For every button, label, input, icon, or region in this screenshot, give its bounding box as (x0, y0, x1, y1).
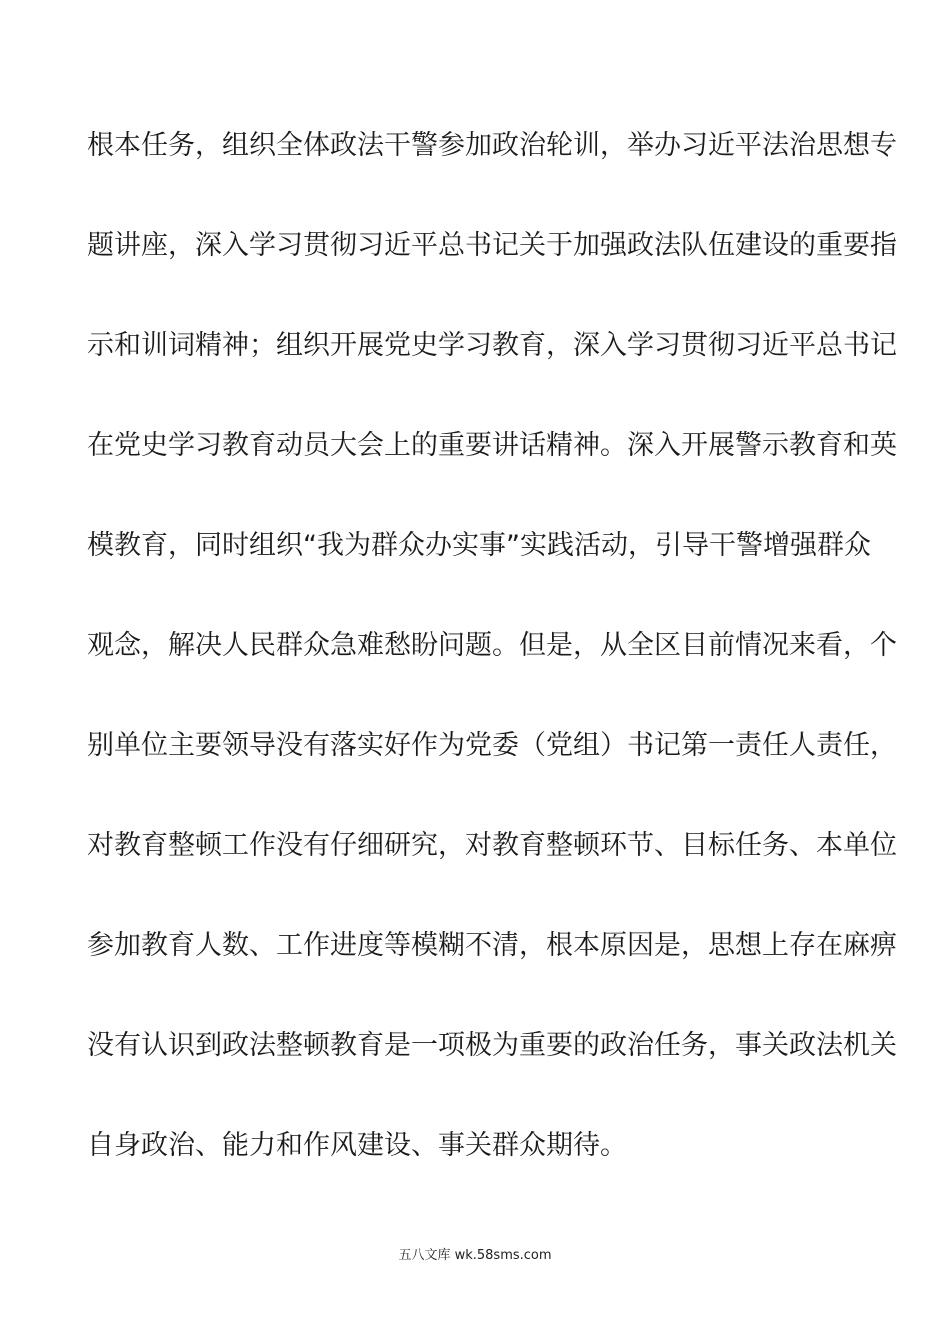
text-line-4: 在党史学习教育动员大会上的重要讲话精神。深入开展警示教育和英 (87, 430, 897, 461)
text-line-11: 自身政治、能力和作风建设、事关群众期待。 (87, 1130, 627, 1161)
page-footer-watermark: 五八文库 wk.58sms.com (398, 1248, 552, 1263)
text-line-9: 参加教育人数、工作进度等模糊不清，根本原因是，思想上存在麻痹 (87, 930, 897, 961)
text-line-6: 观念，解决人民群众急难愁盼问题。但是，从全区目前情况来看，个 (87, 630, 897, 661)
text-line-5: 模教育，同时组织“我为群众办实事”实践活动，引导干警增强群众 (87, 530, 871, 561)
text-line-1: 根本任务，组织全体政法干警参加政治轮训，举办习近平法治思想专 (87, 130, 897, 161)
text-line-8: 对教育整顿工作没有仔细研究，对教育整顿环节、目标任务、本单位 (87, 830, 897, 861)
text-line-10: 没有认识到政法整顿教育是一项极为重要的政治任务，事关政法机关 (87, 1030, 897, 1061)
text-line-3: 示和训词精神；组织开展党史学习教育，深入学习贯彻习近平总书记 (87, 330, 897, 361)
text-line-7: 别单位主要领导没有落实好作为党委（党组）书记第一责任人责任， (87, 730, 897, 761)
text-line-2: 题讲座，深入学习贯彻习近平总书记关于加强政法队伍建设的重要指 (87, 230, 897, 261)
body-paragraph (87, 120, 897, 1220)
